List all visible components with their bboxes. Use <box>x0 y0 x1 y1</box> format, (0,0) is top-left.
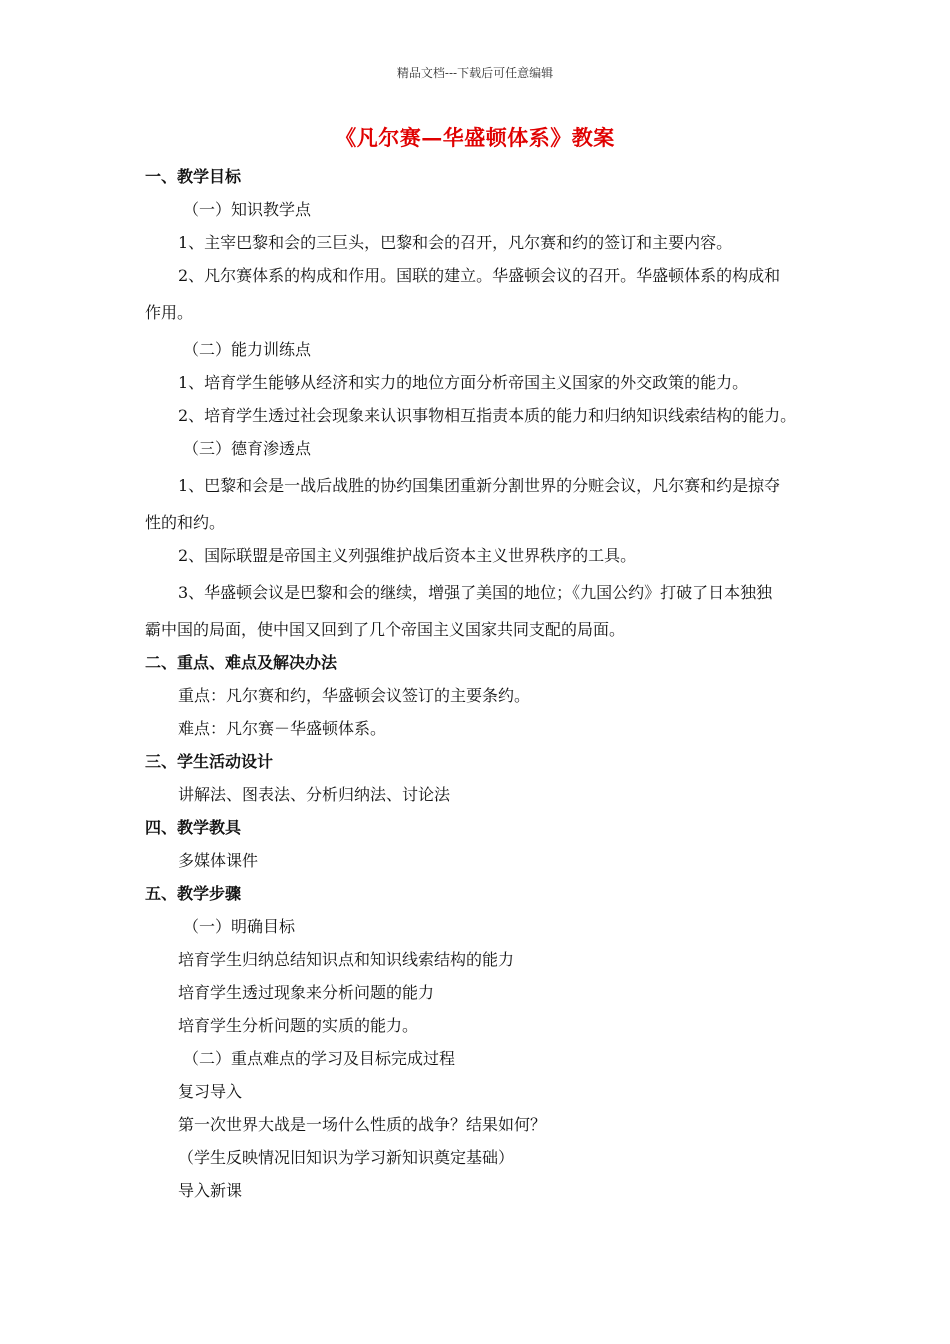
section-heading-tools: 四、教学教具 <box>145 818 242 837</box>
header-note: 精品文档---下载后可任意编辑 <box>396 66 554 80</box>
section-heading-key-points: 二、重点、难点及解决办法 <box>145 653 338 672</box>
subheading-goals: （一）明确目标 <box>183 917 296 936</box>
paragraph: 2、国际联盟是帝国主义列强维护战后资本主义世界秩序的工具。 <box>178 546 637 565</box>
paragraph: 1、培育学生能够从经济和实力的地位方面分析帝国主义国家的外交政策的能力。 <box>178 373 749 392</box>
paragraph: 难点：凡尔赛－华盛顿体系。 <box>178 719 387 738</box>
paragraph: 2、凡尔赛体系的构成和作用。国联的建立。华盛顿会议的召开。华盛顿体系的构成和 <box>178 266 781 285</box>
paragraph: 讲解法、图表法、分析归纳法、讨论法 <box>178 785 451 804</box>
subheading-process: （二）重点难点的学习及目标完成过程 <box>183 1049 456 1068</box>
paragraph: 导入新课 <box>178 1181 243 1200</box>
paragraph: （学生反映情况旧知识为学习新知识奠定基础） <box>178 1148 515 1167</box>
paragraph: 重点：凡尔赛和约，华盛顿会议签订的主要条约。 <box>178 686 531 705</box>
paragraph: 多媒体课件 <box>178 851 259 870</box>
document-title: 《凡尔赛—华盛顿体系》教案 <box>335 125 615 150</box>
paragraph: 培育学生分析问题的实质的能力。 <box>178 1016 419 1035</box>
paragraph: 培育学生归纳总结知识点和知识线索结构的能力 <box>178 950 515 969</box>
subheading-knowledge: （一）知识教学点 <box>183 200 312 219</box>
paragraph: 2、培育学生透过社会现象来认识事物相互指责本质的能力和归纳知识线索结构的能力。 <box>178 406 797 425</box>
paragraph: 3、华盛顿会议是巴黎和会的继续，增强了美国的地位；《九国公约》打破了日本独独 <box>178 583 773 602</box>
paragraph-continuation: 作用。 <box>145 303 194 322</box>
paragraph: 1、主宰巴黎和会的三巨头，巴黎和会的召开，凡尔赛和约的签订和主要内容。 <box>178 233 733 252</box>
paragraph-continuation: 性的和约。 <box>145 513 226 532</box>
paragraph: 1、巴黎和会是一战后战胜的协约国集团重新分割世界的分赃会议，凡尔赛和约是掠夺 <box>178 476 781 495</box>
paragraph: 第一次世界大战是一场什么性质的战争？结果如何？ <box>178 1115 547 1134</box>
section-heading-steps: 五、教学步骤 <box>145 884 242 903</box>
paragraph: 复习导入 <box>178 1082 243 1101</box>
paragraph: 培育学生透过现象来分析问题的能力 <box>178 983 435 1002</box>
document-body <box>145 160 815 1207</box>
paragraph-continuation: 霸中国的局面，使中国又回到了几个帝国主义国家共同支配的局面。 <box>145 620 626 639</box>
subheading-ability: （二）能力训练点 <box>183 340 312 359</box>
section-heading-objectives: 一、教学目标 <box>145 167 242 186</box>
subheading-moral: （三）德育渗透点 <box>183 439 312 458</box>
section-heading-activities: 三、学生活动设计 <box>145 752 274 771</box>
